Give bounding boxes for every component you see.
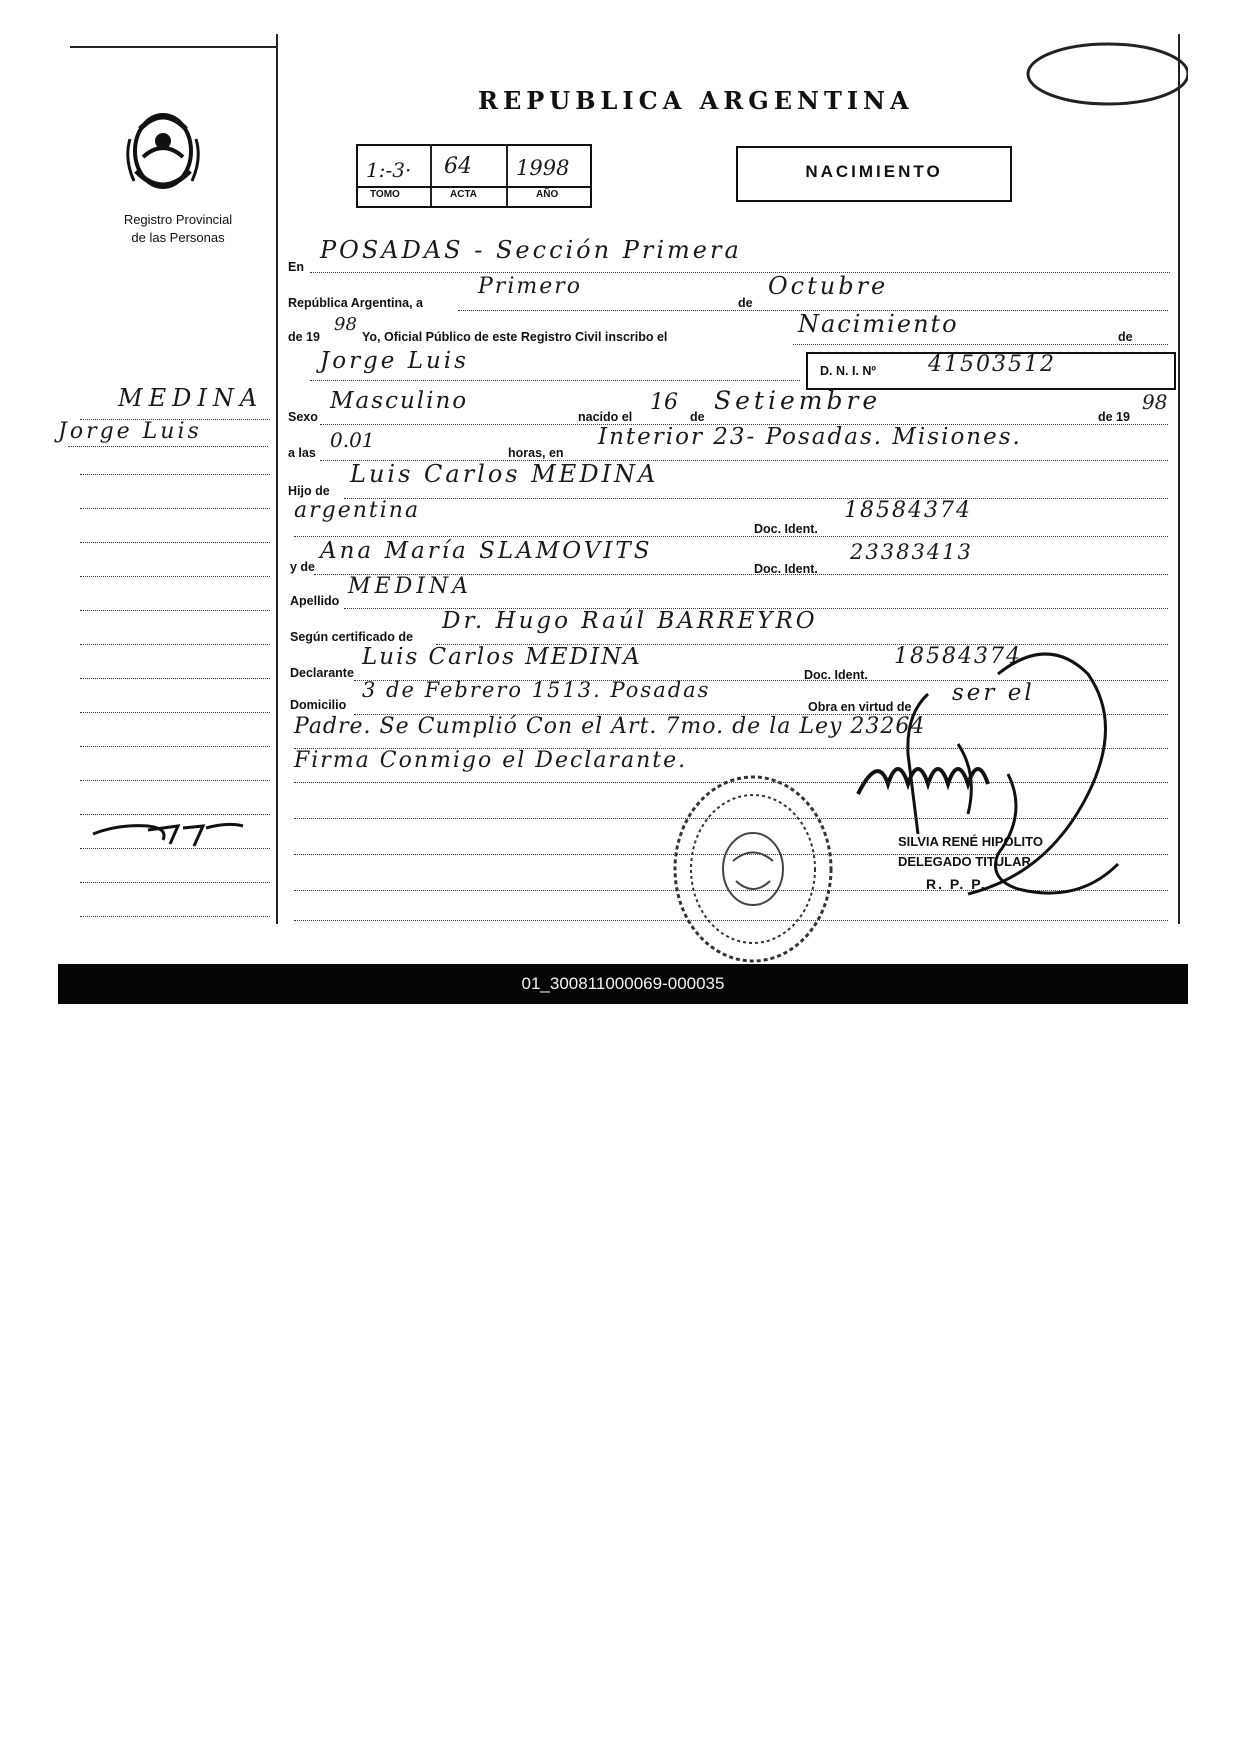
label-sexo: Sexo bbox=[288, 410, 318, 424]
birth-day-value: 16 bbox=[650, 390, 678, 415]
form-rule bbox=[310, 380, 800, 381]
box-divider bbox=[506, 144, 508, 206]
ano-value: 1998 bbox=[516, 156, 570, 180]
coat-of-arms-emblem bbox=[118, 99, 208, 209]
margin-surname: MEDINA bbox=[118, 384, 264, 412]
label-hijo-de: Hijo de bbox=[288, 484, 330, 498]
margin-signature bbox=[88, 804, 248, 854]
act-value: Nacimiento bbox=[798, 310, 959, 338]
acta-label: ACTA bbox=[450, 189, 478, 200]
birth-place-value: Interior 23- Posadas. Misiones. bbox=[598, 424, 1022, 450]
acta-value: 64 bbox=[444, 154, 472, 179]
label-apellido: Apellido bbox=[290, 594, 340, 608]
label-de-month: de bbox=[738, 296, 753, 310]
month-value: Octubre bbox=[768, 272, 889, 300]
official-seal-stamp bbox=[668, 769, 838, 969]
margin-rule bbox=[80, 780, 270, 781]
margin-rule bbox=[80, 746, 270, 747]
scan-corner-mark bbox=[1018, 34, 1188, 109]
margin-rule bbox=[80, 474, 270, 475]
margin-rule bbox=[80, 678, 270, 679]
declarant-doc-value: 18584374 bbox=[894, 644, 1022, 669]
label-doc-declarant: Doc. Ident. bbox=[804, 668, 868, 682]
label-de-act: de bbox=[1118, 330, 1133, 344]
label-en: En bbox=[288, 260, 304, 274]
registry-name-line1: Registro Provincial bbox=[123, 212, 233, 227]
margin-rule bbox=[80, 916, 270, 917]
birth-time-value: 0.01 bbox=[330, 428, 375, 452]
margin-rule bbox=[80, 882, 270, 883]
label-de-19: de 19 bbox=[288, 330, 320, 344]
label-doc-father: Doc. Ident. bbox=[754, 522, 818, 536]
address-value: 3 de Febrero 1513. Posadas bbox=[362, 678, 711, 702]
dni-label: D. N. I. Nº bbox=[820, 364, 876, 378]
day-words-value: Primero bbox=[478, 274, 582, 299]
label-obra: Obra en virtud de bbox=[808, 700, 912, 714]
label-doc-mother: Doc. Ident. bbox=[754, 562, 818, 576]
ano-label: AÑO bbox=[536, 189, 559, 200]
form-rule bbox=[310, 272, 1170, 273]
year-value: 98 bbox=[334, 314, 357, 335]
label-de-birth: de bbox=[690, 410, 705, 424]
country-heading: REPUBLICA ARGENTINA bbox=[478, 86, 914, 115]
tomo-value: 1:-3· bbox=[366, 158, 412, 182]
form-rule bbox=[294, 536, 1168, 537]
label-declarante: Declarante bbox=[290, 666, 354, 680]
father-doc-value: 18584374 bbox=[844, 498, 972, 523]
form-rule bbox=[344, 498, 1168, 499]
label-nacido: nacido el bbox=[578, 410, 633, 424]
margin-rule bbox=[80, 542, 270, 543]
label-de-19-birth: de 19 bbox=[1098, 410, 1130, 424]
tomo-label: TOMO bbox=[370, 189, 400, 200]
margin-rule bbox=[80, 508, 270, 509]
label-inscribo: Yo, Oficial Público de este Registro Civil inscribo el bbox=[362, 330, 668, 344]
file-id: 01_300811000069-000035 bbox=[521, 974, 725, 993]
registered-name: Jorge Luis bbox=[320, 348, 469, 374]
margin-rule bbox=[80, 610, 270, 611]
obra-value: ser el bbox=[952, 680, 1035, 706]
margin-given-names: Jorge Luis bbox=[58, 419, 202, 444]
label-a-las: a las bbox=[288, 446, 316, 460]
surname-value: MEDINA bbox=[348, 574, 473, 599]
official-office: R. P. P. bbox=[926, 876, 987, 892]
birth-month-value: Setiembre bbox=[714, 386, 882, 415]
father-name-value: Luis Carlos MEDINA bbox=[350, 460, 659, 488]
label-y-de: y de bbox=[290, 560, 316, 574]
left-top-rule bbox=[70, 46, 278, 48]
official-signature bbox=[848, 634, 1178, 934]
nationality-value: argentina bbox=[294, 498, 421, 523]
label-certificado: Según certificado de bbox=[290, 630, 413, 644]
label-domicilio: Domicilio bbox=[290, 698, 347, 712]
official-name: SILVIA RENÉ HIPOLITO bbox=[898, 834, 1043, 849]
registry-name-line2: de las Personas bbox=[131, 230, 225, 245]
mother-doc-value: 23383413 bbox=[850, 540, 973, 564]
place-value: POSADAS - Sección Primera bbox=[320, 236, 742, 264]
box-label-rule bbox=[356, 186, 590, 188]
mother-name-value: Ana María SLAMOVITS bbox=[320, 538, 653, 564]
right-border bbox=[1178, 34, 1180, 924]
box-divider bbox=[430, 144, 432, 206]
form-rule bbox=[793, 344, 1168, 345]
margin-rule bbox=[80, 712, 270, 713]
file-id-bar bbox=[58, 964, 1188, 1004]
margin-rule bbox=[68, 446, 268, 447]
margin-rule bbox=[80, 576, 270, 577]
observation-line2: Firma Conmigo el Declarante. bbox=[294, 748, 688, 773]
official-title: DELEGADO TITULAR bbox=[898, 854, 1031, 869]
declarant-value: Luis Carlos MEDINA bbox=[362, 644, 642, 670]
observation-line1: Padre. Se Cumplió Con el Art. 7mo. de la Ley 23264 bbox=[294, 714, 926, 739]
label-republica: República Argentina, a bbox=[288, 296, 423, 310]
scanned-document bbox=[58, 34, 1188, 992]
sexo-value: Masculino bbox=[330, 388, 469, 414]
label-horas: horas, en bbox=[508, 446, 564, 460]
left-column-border bbox=[276, 34, 278, 924]
birth-year-value: 98 bbox=[1142, 390, 1168, 414]
certificate-value: Dr. Hugo Raúl BARREYRO bbox=[442, 608, 818, 634]
margin-rule bbox=[80, 644, 270, 645]
act-type: NACIMIENTO bbox=[805, 162, 943, 181]
dni-value: 41503512 bbox=[928, 352, 1056, 377]
